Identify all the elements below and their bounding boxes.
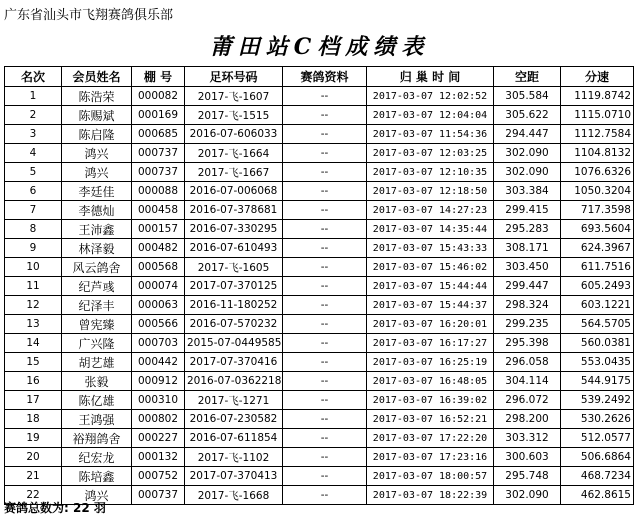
speed-cell: 468.7234 [561, 467, 634, 486]
info-cell: -- [283, 448, 367, 467]
rank-cell: 1 [5, 87, 62, 106]
distance-cell: 304.114 [494, 372, 561, 391]
table-row [5, 87, 634, 106]
race-title: 莆田站C档成绩表 [209, 34, 430, 60]
table-row [5, 182, 634, 201]
table-row [5, 372, 634, 391]
rank-cell: 7 [5, 201, 62, 220]
loft-cell: 000157 [132, 220, 185, 239]
info-cell: -- [283, 87, 367, 106]
col-rank: 名次 [5, 67, 62, 87]
info-cell: -- [283, 315, 367, 334]
distance-cell: 299.415 [494, 201, 561, 220]
distance-cell: 305.584 [494, 87, 561, 106]
speed-cell: 544.9175 [561, 372, 634, 391]
table-row [5, 448, 634, 467]
arrival-cell: 2017-03-07 12:02:52 [367, 87, 494, 106]
table-row [5, 334, 634, 353]
distance-cell: 296.058 [494, 353, 561, 372]
name-cell: 李廷佳 [62, 182, 132, 201]
table-row [5, 106, 634, 125]
arrival-cell: 2017-03-07 11:54:36 [367, 125, 494, 144]
loft-cell: 000482 [132, 239, 185, 258]
ring-cell: 2017-飞-1667 [185, 163, 283, 182]
rank-cell: 13 [5, 315, 62, 334]
rank-cell: 5 [5, 163, 62, 182]
table-row [5, 144, 634, 163]
rank-cell: 10 [5, 258, 62, 277]
arrival-cell: 2017-03-07 16:39:02 [367, 391, 494, 410]
arrival-cell: 2017-03-07 17:23:16 [367, 448, 494, 467]
total-count: 赛鸽总数为: 22 羽 [4, 501, 106, 515]
name-cell: 陈亿雄 [62, 391, 132, 410]
distance-cell: 298.200 [494, 410, 561, 429]
speed-cell: 530.2626 [561, 410, 634, 429]
name-cell: 胡艺雄 [62, 353, 132, 372]
rank-cell: 14 [5, 334, 62, 353]
ring-cell: 2017-飞-1271 [185, 391, 283, 410]
info-cell: -- [283, 372, 367, 391]
rank-cell: 20 [5, 448, 62, 467]
info-cell: -- [283, 277, 367, 296]
speed-cell: 1076.6326 [561, 163, 634, 182]
speed-cell: 611.7516 [561, 258, 634, 277]
arrival-cell: 2017-03-07 18:00:57 [367, 467, 494, 486]
name-cell: 鸿兴 [62, 486, 132, 505]
col-speed: 分速 [561, 67, 634, 87]
arrival-cell: 2017-03-07 15:44:37 [367, 296, 494, 315]
arrival-cell: 2017-03-07 15:46:02 [367, 258, 494, 277]
table-row [5, 163, 634, 182]
table-row [5, 296, 634, 315]
arrival-cell: 2017-03-07 12:18:50 [367, 182, 494, 201]
ring-cell: 2017-07-370416 [185, 353, 283, 372]
distance-cell: 296.072 [494, 391, 561, 410]
ring-cell: 2016-07-006068 [185, 182, 283, 201]
speed-cell: 605.2493 [561, 277, 634, 296]
speed-cell: 1119.8742 [561, 87, 634, 106]
info-cell: -- [283, 239, 367, 258]
table-row [5, 258, 634, 277]
loft-cell: 000752 [132, 467, 185, 486]
speed-cell: 1112.7584 [561, 125, 634, 144]
table-row [5, 125, 634, 144]
ring-cell: 2016-07-610493 [185, 239, 283, 258]
col-ring: 足环号码 [185, 67, 283, 87]
arrival-cell: 2017-03-07 17:22:20 [367, 429, 494, 448]
info-cell: -- [283, 467, 367, 486]
info-cell: -- [283, 334, 367, 353]
ring-cell: 2016-11-180252 [185, 296, 283, 315]
rank-cell: 4 [5, 144, 62, 163]
ring-cell: 2016-07-606033 [185, 125, 283, 144]
speed-cell: 693.5604 [561, 220, 634, 239]
name-cell: 林泽毅 [62, 239, 132, 258]
arrival-cell: 2017-03-07 16:25:19 [367, 353, 494, 372]
distance-cell: 308.171 [494, 239, 561, 258]
rank-cell: 6 [5, 182, 62, 201]
arrival-cell: 2017-03-07 12:04:04 [367, 106, 494, 125]
distance-cell: 294.447 [494, 125, 561, 144]
info-cell: -- [283, 353, 367, 372]
loft-cell: 000169 [132, 106, 185, 125]
rank-cell: 18 [5, 410, 62, 429]
col-name: 会员姓名 [62, 67, 132, 87]
info-cell: -- [283, 125, 367, 144]
table-row [5, 429, 634, 448]
distance-cell: 305.622 [494, 106, 561, 125]
distance-cell: 302.090 [494, 163, 561, 182]
speed-cell: 564.5705 [561, 315, 634, 334]
ring-cell: 2016-07-378681 [185, 201, 283, 220]
results-table [4, 66, 634, 505]
rank-cell: 9 [5, 239, 62, 258]
ring-cell: 2015-07-0449585 [185, 334, 283, 353]
club-name: 广东省汕头市飞翔赛鸽俱乐部 [4, 8, 174, 23]
arrival-cell: 2017-03-07 16:20:01 [367, 315, 494, 334]
rank-cell: 17 [5, 391, 62, 410]
name-cell: 风云鸽舍 [62, 258, 132, 277]
speed-cell: 553.0435 [561, 353, 634, 372]
arrival-cell: 2017-03-07 18:22:39 [367, 486, 494, 505]
distance-cell: 303.384 [494, 182, 561, 201]
info-cell: -- [283, 391, 367, 410]
rank-cell: 16 [5, 372, 62, 391]
info-cell: -- [283, 144, 367, 163]
table-row [5, 391, 634, 410]
loft-cell: 000458 [132, 201, 185, 220]
loft-cell: 000737 [132, 144, 185, 163]
loft-cell: 000074 [132, 277, 185, 296]
rank-cell: 3 [5, 125, 62, 144]
info-cell: -- [283, 410, 367, 429]
ring-cell: 2017-飞-1605 [185, 258, 283, 277]
distance-cell: 295.748 [494, 467, 561, 486]
ring-cell: 2016-07-330295 [185, 220, 283, 239]
loft-cell: 000802 [132, 410, 185, 429]
speed-cell: 624.3967 [561, 239, 634, 258]
name-cell: 王鸿强 [62, 410, 132, 429]
rank-cell: 12 [5, 296, 62, 315]
table-row [5, 220, 634, 239]
ring-cell: 2016-07-0362218 [185, 372, 283, 391]
arrival-cell: 2017-03-07 16:48:05 [367, 372, 494, 391]
col-loft: 棚 号 [132, 67, 185, 87]
arrival-cell: 2017-03-07 12:03:25 [367, 144, 494, 163]
name-cell: 李德灿 [62, 201, 132, 220]
speed-cell: 1115.0710 [561, 106, 634, 125]
loft-cell: 000566 [132, 315, 185, 334]
name-cell: 张毅 [62, 372, 132, 391]
loft-cell: 000063 [132, 296, 185, 315]
arrival-cell: 2017-03-07 16:17:27 [367, 334, 494, 353]
distance-cell: 299.235 [494, 315, 561, 334]
name-cell: 纪泽丰 [62, 296, 132, 315]
ring-cell: 2017-07-370413 [185, 467, 283, 486]
table-row [5, 239, 634, 258]
name-cell: 陈启隆 [62, 125, 132, 144]
loft-cell: 000737 [132, 486, 185, 505]
name-cell: 纪宏龙 [62, 448, 132, 467]
ring-cell: 2017-飞-1607 [185, 87, 283, 106]
ring-cell: 2017-飞-1515 [185, 106, 283, 125]
info-cell: -- [283, 201, 367, 220]
loft-cell: 000442 [132, 353, 185, 372]
loft-cell: 000912 [132, 372, 185, 391]
distance-cell: 302.090 [494, 486, 561, 505]
rank-cell: 11 [5, 277, 62, 296]
name-cell: 鸿兴 [62, 144, 132, 163]
info-cell: -- [283, 258, 367, 277]
rank-cell: 22 [5, 486, 62, 505]
name-cell: 鸿兴 [62, 163, 132, 182]
distance-cell: 300.603 [494, 448, 561, 467]
rank-cell: 2 [5, 106, 62, 125]
name-cell: 王沛鑫 [62, 220, 132, 239]
loft-cell: 000088 [132, 182, 185, 201]
col-distance: 空距 [494, 67, 561, 87]
distance-cell: 299.447 [494, 277, 561, 296]
loft-cell: 000082 [132, 87, 185, 106]
ring-cell: 2017-飞-1102 [185, 448, 283, 467]
name-cell: 陈赐斌 [62, 106, 132, 125]
info-cell: -- [283, 106, 367, 125]
distance-cell: 303.450 [494, 258, 561, 277]
col-arrival: 归 巢 时 间 [367, 67, 494, 87]
header-row [5, 67, 634, 87]
ring-cell: 2017-07-370125 [185, 277, 283, 296]
rank-cell: 8 [5, 220, 62, 239]
arrival-cell: 2017-03-07 15:44:44 [367, 277, 494, 296]
name-cell: 陈培鑫 [62, 467, 132, 486]
loft-cell: 000737 [132, 163, 185, 182]
table-row [5, 410, 634, 429]
table-row [5, 277, 634, 296]
ring-cell: 2017-飞-1668 [185, 486, 283, 505]
distance-cell: 303.312 [494, 429, 561, 448]
speed-cell: 539.2492 [561, 391, 634, 410]
loft-cell: 000227 [132, 429, 185, 448]
info-cell: -- [283, 220, 367, 239]
distance-cell: 295.283 [494, 220, 561, 239]
name-cell: 曾宪臻 [62, 315, 132, 334]
info-cell: -- [283, 182, 367, 201]
col-info: 赛鸽资料 [283, 67, 367, 87]
info-cell: -- [283, 296, 367, 315]
rank-cell: 19 [5, 429, 62, 448]
arrival-cell: 2017-03-07 14:35:44 [367, 220, 494, 239]
rank-cell: 15 [5, 353, 62, 372]
info-cell: -- [283, 486, 367, 505]
speed-cell: 1104.8132 [561, 144, 634, 163]
arrival-cell: 2017-03-07 12:10:35 [367, 163, 494, 182]
name-cell: 陈浩荣 [62, 87, 132, 106]
speed-cell: 603.1221 [561, 296, 634, 315]
ring-cell: 2016-07-570232 [185, 315, 283, 334]
ring-cell: 2017-飞-1664 [185, 144, 283, 163]
table-row [5, 467, 634, 486]
distance-cell: 298.324 [494, 296, 561, 315]
rank-cell: 21 [5, 467, 62, 486]
distance-cell: 295.398 [494, 334, 561, 353]
speed-cell: 1050.3204 [561, 182, 634, 201]
info-cell: -- [283, 163, 367, 182]
arrival-cell: 2017-03-07 14:27:23 [367, 201, 494, 220]
info-cell: -- [283, 429, 367, 448]
arrival-cell: 2017-03-07 16:52:21 [367, 410, 494, 429]
loft-cell: 000132 [132, 448, 185, 467]
name-cell: 广兴隆 [62, 334, 132, 353]
speed-cell: 717.3598 [561, 201, 634, 220]
table-row [5, 201, 634, 220]
table-row [5, 315, 634, 334]
arrival-cell: 2017-03-07 15:43:33 [367, 239, 494, 258]
ring-cell: 2016-07-230582 [185, 410, 283, 429]
name-cell: 裕翔鸽舍 [62, 429, 132, 448]
speed-cell: 462.8615 [561, 486, 634, 505]
loft-cell: 000568 [132, 258, 185, 277]
distance-cell: 302.090 [494, 144, 561, 163]
speed-cell: 506.6864 [561, 448, 634, 467]
table-row [5, 353, 634, 372]
speed-cell: 512.0577 [561, 429, 634, 448]
speed-cell: 560.0381 [561, 334, 634, 353]
loft-cell: 000310 [132, 391, 185, 410]
loft-cell: 000703 [132, 334, 185, 353]
ring-cell: 2016-07-611854 [185, 429, 283, 448]
name-cell: 纪芦彧 [62, 277, 132, 296]
loft-cell: 000685 [132, 125, 185, 144]
